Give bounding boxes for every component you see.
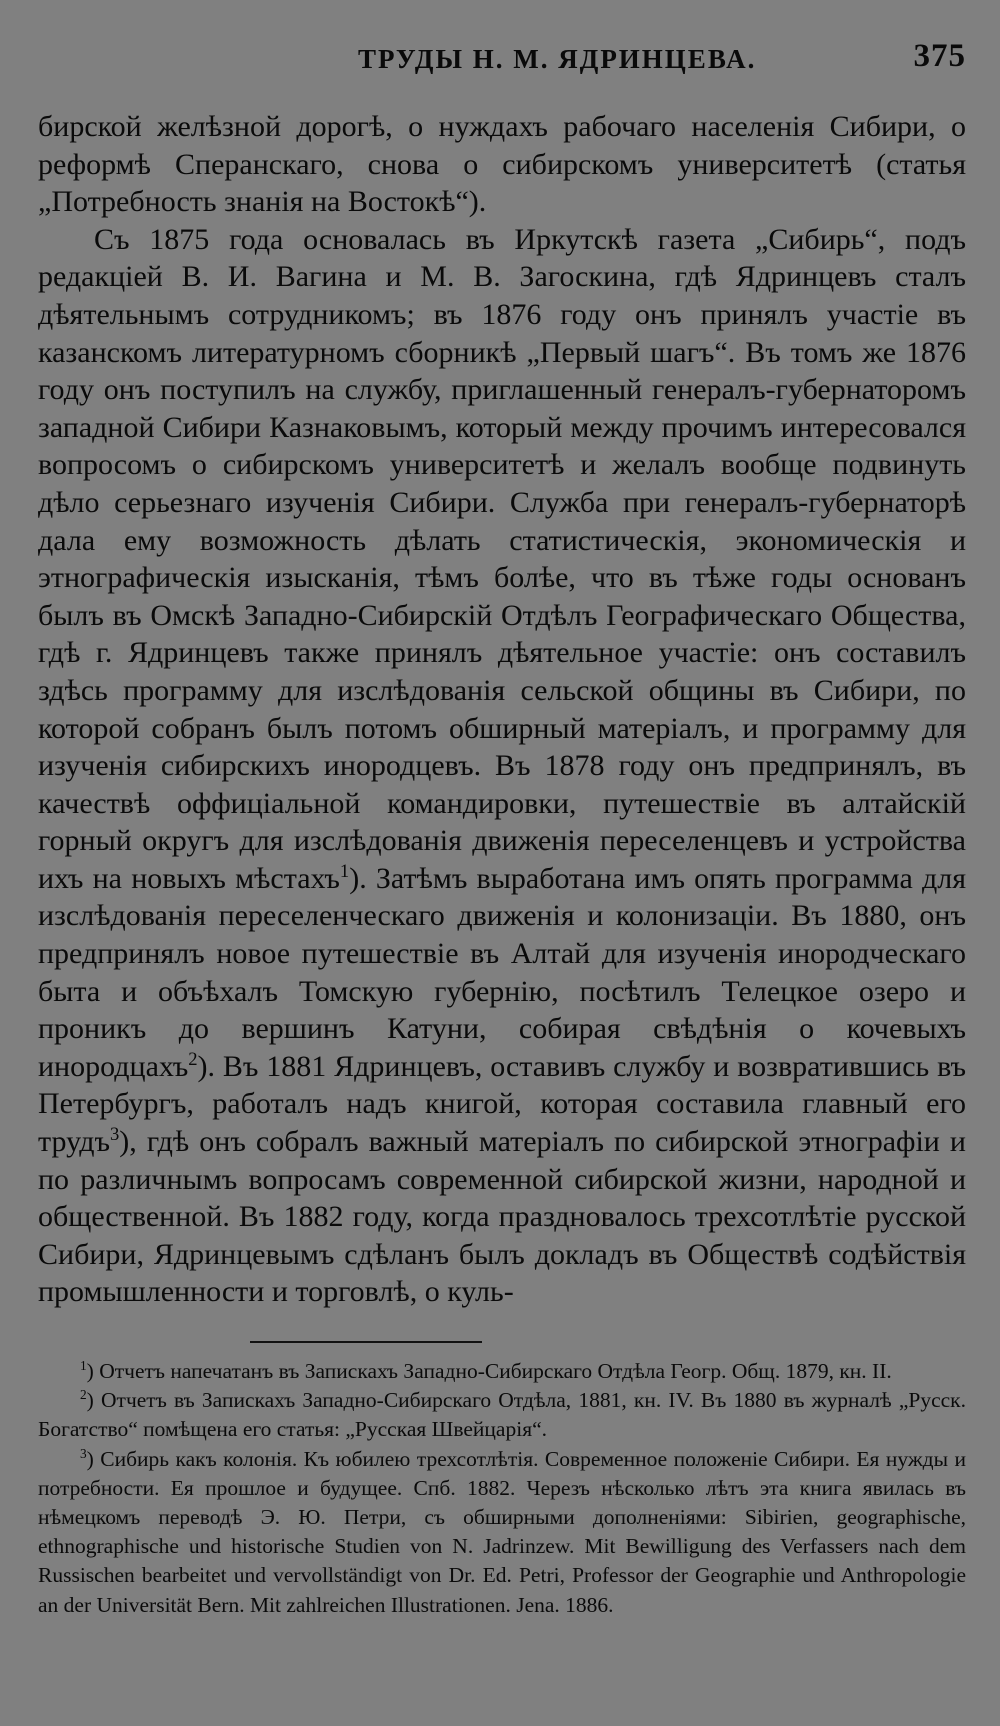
footnote-2: [38, 1386, 966, 1444]
footnote-ref-1[interactable]: 1: [339, 860, 350, 882]
paragraph-2-part-1: Съ 1875 года основалась въ Иркутскѣ газета „Сибирь“, подъ редакціей В. И. Вагина и М. В. Загоскина, гдѣ Ядринцевъ сталъ дѣятельнымъ сотрудникомъ; въ 1876 году онъ принялъ участіе въ казанскомъ литературномъ сборникѣ „Первый шагъ“. Въ томъ же 1876 году онъ поступилъ на службу, приглашенный генералъ-губернаторомъ западной Сибири Казнаковымъ, который между прочимъ интересовался вопросомъ о сибирскомъ университетѣ и желалъ вообще подвинуть дѣло серьезнаго изученія Сибири. Служба при генералъ-губернаторѣ дала ему возможность дѣлать статистическія, экономическія и этнографическія изысканія, тѣмъ болѣе, что въ тѣже годы основанъ былъ въ Омскѣ Западно-Сибирскій Отдѣлъ Географическаго Общества, гдѣ г. Ядринцевъ также принялъ дѣятельное участіе: онъ составилъ здѣсь программу для изслѣдованія сельской общины въ Сибири, по которой собранъ былъ потомъ обширный матеріалъ, и программу для изученія сибирскихъ инородцевъ. Въ 1878 году онъ предпринялъ, въ качествѣ оффиціальной командировки, путешествіе въ алтайскій горный округъ для изслѣдованія движенія переселенцевъ и устройства ихъ на новыхъ мѣстахъ: [38, 222, 966, 895]
footnote-1: [38, 1357, 966, 1386]
footnote-text-1: ) Отчетъ напечатанъ въ Запискахъ Западно-Сибирскаго Отдѣла Геогр. Общ. 1879, кн. II.: [86, 1359, 892, 1383]
paragraph-2-part-4: ), гдѣ онъ собралъ важный матеріалъ по сибирской этнографіи и по различнымъ вопросамъ современной сибирской жизни, народной и общественной. Въ 1882 году, когда праздновалось трехсотлѣтіе русской Сибири, Ядринцевымъ сдѣланъ былъ докладъ въ Обществѣ содѣйствія промышленности и торговлѣ, о куль-: [38, 1125, 966, 1309]
footnote-3: [38, 1445, 966, 1620]
page-number: 375: [913, 38, 966, 74]
paragraph-2-part-3: ). Въ 1881 Ядринцевъ, оставивъ службу и возвратившись въ Петербургъ, работалъ надъ книгой, которая составила главный его трудъ: [38, 1049, 966, 1159]
main-text: [38, 108, 966, 1311]
footnote-mark-3: 3: [80, 1445, 87, 1461]
footnote-mark-2: 2: [80, 1387, 87, 1403]
paragraph-2: [38, 221, 966, 1311]
paragraph-1: бирской желѣзной дорогѣ, о нуждахъ рабочаго населенія Сибири, о реформѣ Сперанскаго, снова о сибирскомъ университетѣ (статья „Потребность знанія на Востокѣ“).: [38, 110, 966, 219]
footnote-divider: [250, 1341, 482, 1343]
paragraph-2-part-2: ). Затѣмъ выработана имъ опять программа для изслѣдованія переселенческаго движенія и колонизаціи. Въ 1880, онъ предпринялъ новое путешествіе въ Алтай для изученія инородческаго быта и объѣхалъ Томскую губернію, посѣтилъ Телецкое озеро и проникъ до вершинъ Катуни, собирая свѣдѣнія о кочевыхъ инородцахъ: [38, 861, 967, 1083]
book-page: [38, 34, 966, 1620]
footnote-text-3: ) Сибирь какъ колонія. Къ юбилею трехсотлѣтія. Современное положеніе Сибири. Ея нужды и потребности. Ея прошлое и будущее. Спб. 1882. Черезъ нѣсколько лѣтъ эта книга явилась въ нѣмецкомъ переводѣ Э. Ю. Петри, съ обширными дополненіями: Sibirien, geographische, ethnographische und historische Studien von N. Jadrinzew. Mit Bewilligung des Verfassers nach dem Russischen bearbeitet und vervollständigt von Dr. Ed. Petri, Professor der Geographie und Anthropologie an der Universität Bern. Mit zahlreichen Illustrationen. Jena. 1886.: [38, 1446, 966, 1617]
running-title: ТРУДЫ Н. М. ЯДРИНЦЕВА.: [358, 44, 757, 74]
footnote-ref-3[interactable]: 3: [109, 1124, 120, 1146]
footnotes: [38, 1357, 966, 1620]
footnote-mark-1: 1: [80, 1357, 87, 1373]
running-head: [38, 34, 966, 84]
footnote-text-2: ) Отчетъ въ Запискахъ Западно-Сибирскаго Отдѣла, 1881, кн. IV. Въ 1880 въ журналѣ „Русск. Богатство“ помѣщена его статья: „Русская Швейцарія“.: [38, 1388, 966, 1442]
footnote-ref-2[interactable]: 2: [188, 1048, 198, 1070]
